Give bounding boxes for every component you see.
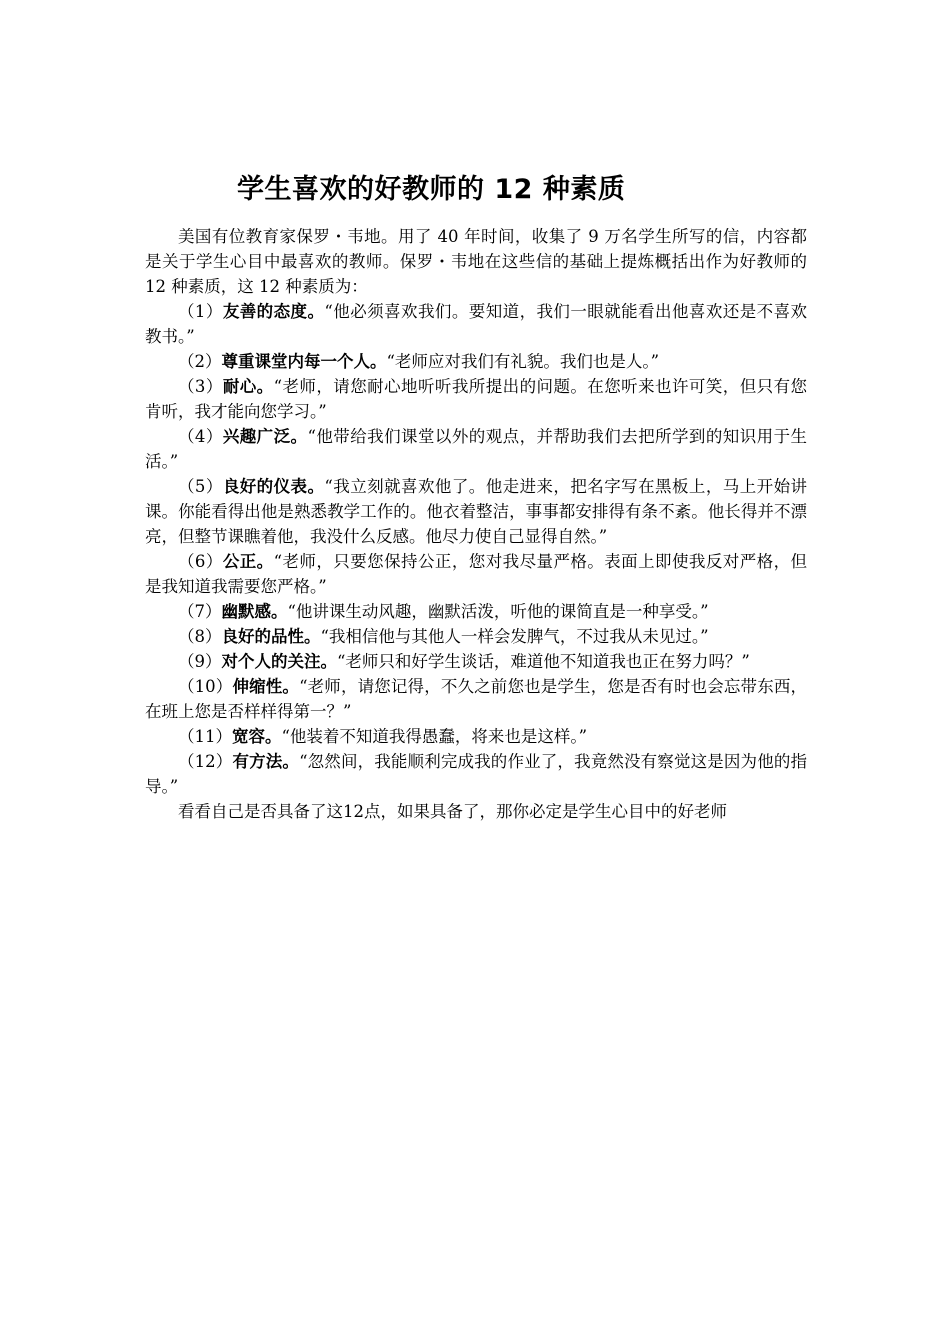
item-label: 有方法。 <box>232 752 300 771</box>
quality-item-7 <box>145 599 807 624</box>
quality-item-3 <box>145 374 807 424</box>
item-number: （12） <box>178 752 233 771</box>
item-number: （6） <box>178 552 223 571</box>
item-label: 兴趣广泛。 <box>222 427 308 446</box>
item-label: 尊重课堂内每一个人。 <box>221 352 387 371</box>
item-quote: “老师只和好学生谈话，难道他不知道我也正在努力吗？” <box>337 652 750 671</box>
item-number: （3） <box>178 377 223 396</box>
document-body <box>145 224 807 824</box>
quality-item-11 <box>145 724 807 749</box>
quality-item-8 <box>145 624 807 649</box>
item-quote: “我相信他与其他人一样会发脾气，不过我从未见过。” <box>320 627 709 646</box>
item-quote: “老师应对我们有礼貌。我们也是人。” <box>386 352 660 371</box>
conclusion-paragraph: 看看自己是否具备了这12点，如果具备了，那你必定是学生心目中的好老师 <box>178 802 727 821</box>
item-label: 友善的态度。 <box>222 302 325 321</box>
item-number: （10） <box>178 677 233 696</box>
item-label: 幽默感。 <box>221 602 288 621</box>
item-label: 宽容。 <box>232 727 282 746</box>
intro-paragraph: 美国有位教育家保罗・韦地。用了 40 年时间，收集了 9 万名学生所写的信，内容都是关于学生心目中最喜欢的教师。保罗・韦地在这些信的基础上提炼概括出作为好教师的 12 种素质，这 12 种素质为： <box>145 227 807 296</box>
item-label: 良好的仪表。 <box>222 477 325 496</box>
item-label: 对个人的关注。 <box>221 652 337 671</box>
item-quote: “我立刻就喜欢他了。他走进来，把名字写在黑板上，马上开始讲课。你能看得出他是熟悉教学工作的。他衣着整洁，事事都安排得有条不紊。他长得并不漂亮，但整节课瞧着他，我没什么反感。他尽力使自己显得自然。” <box>145 477 808 546</box>
item-number: （8） <box>178 627 222 646</box>
item-quote: “他装着不知道我得愚蠢，将来也是这样。” <box>281 727 588 746</box>
quality-item-10 <box>145 674 807 724</box>
item-number: （4） <box>178 427 223 446</box>
quality-item-12 <box>145 749 807 799</box>
item-label: 伸缩性。 <box>232 677 300 696</box>
quality-item-2 <box>145 349 807 374</box>
quality-item-4 <box>145 424 807 474</box>
item-quote: “老师，只要您保持公正，您对我尽量严格。表面上即使我反对严格，但是我知道我需要您严格。” <box>145 552 808 596</box>
item-label: 耐心。 <box>222 377 274 396</box>
item-quote: “老师，请您耐心地听听我所提出的问题。在您听来也许可笑，但只有您肯听，我才能向您学习。” <box>145 377 808 421</box>
item-number: （5） <box>178 477 223 496</box>
document-title: 学生喜欢的好教师的 12 种素质 <box>237 174 626 205</box>
item-quote: “他讲课生动风趣，幽默活泼，听他的课简直是一种享受。” <box>287 602 709 621</box>
item-quote: “忽然间，我能顺利完成我的作业了，我竟然没有察觉这是因为他的指导。” <box>145 752 808 796</box>
quality-item-9 <box>145 649 807 674</box>
item-number: （11） <box>178 727 232 746</box>
item-number: （7） <box>178 602 222 621</box>
item-number: （1） <box>178 302 223 321</box>
item-number: （9） <box>178 652 222 671</box>
document-page <box>145 168 807 824</box>
item-label: 良好的品性。 <box>221 627 321 646</box>
item-quote: “他带给我们课堂以外的观点，并帮助我们去把所学到的知识用于生活。” <box>145 427 808 471</box>
item-label: 公正。 <box>222 552 274 571</box>
item-quote: “老师，请您记得，不久之前您也是学生，您是否有时也会忘带东西，在班上您是否样样得第一？” <box>145 677 808 721</box>
quality-item-1 <box>145 299 807 349</box>
item-number: （2） <box>178 352 222 371</box>
quality-item-6 <box>145 549 807 599</box>
quality-item-5 <box>145 474 807 549</box>
item-quote: “他必须喜欢我们。要知道，我们一眼就能看出他喜欢还是不喜欢教书。” <box>145 302 808 346</box>
